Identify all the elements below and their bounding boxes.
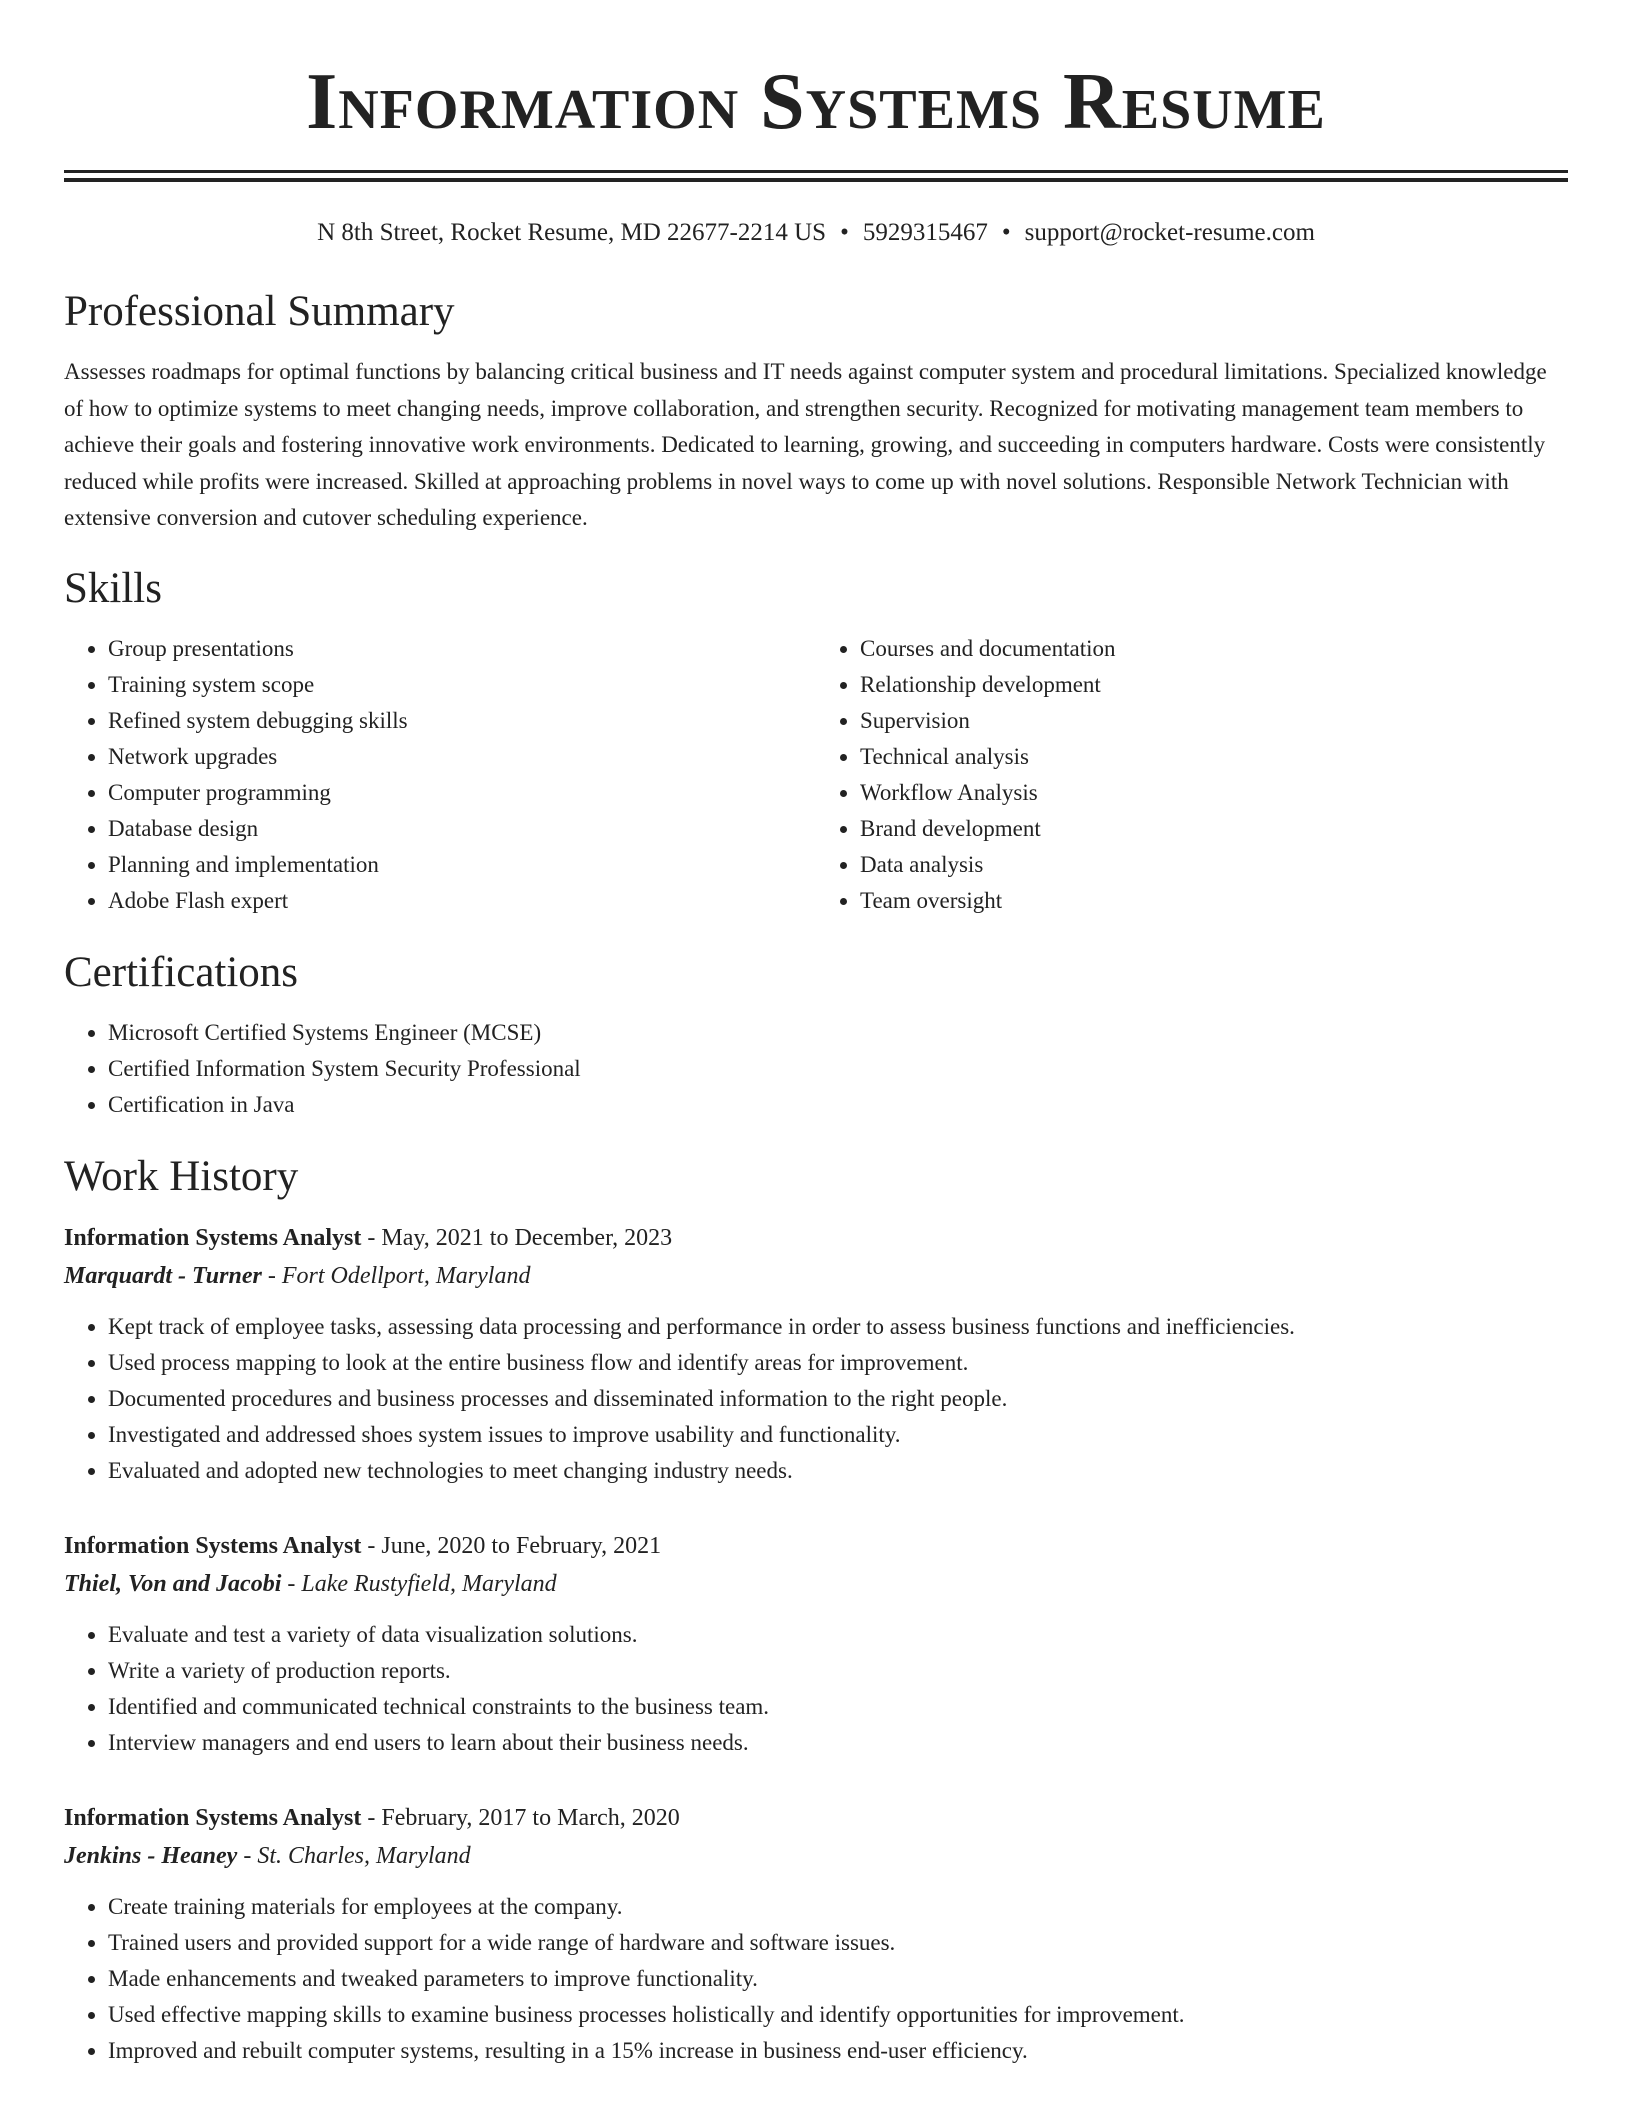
skill-item: • Group presentations <box>108 631 816 667</box>
job-bullets <box>64 1309 1568 1489</box>
job-entry <box>64 1527 1568 1761</box>
job-company-line <box>64 1837 1568 1875</box>
job-bullet: • Identified and communicated technical constraints to the business team. <box>108 1689 1568 1725</box>
job-title-line <box>64 1219 1568 1257</box>
job-bullet: • Used effective mapping skills to examine business processes holistically and identify opportunities for improvement. <box>108 1997 1568 2033</box>
job-bullet: • Made enhancements and tweaked parameters to improve functionality. <box>108 1961 1568 1997</box>
job-location: - Lake Rustyfield, Maryland <box>281 1570 557 1597</box>
job-title-line <box>64 1527 1568 1565</box>
job-location: - St. Charles, Maryland <box>237 1842 471 1869</box>
job-bullet: • Investigated and addressed shoes system issues to improve usability and functionality. <box>108 1417 1568 1453</box>
job-bullet: • Create training materials for employees at the company. <box>108 1889 1568 1925</box>
certification-item: • Microsoft Certified Systems Engineer (MCSE) <box>108 1015 1568 1051</box>
job-bullet: • Trained users and provided support for a wide range of hardware and software issues. <box>108 1925 1568 1961</box>
job-title: Information Systems Analyst <box>64 1804 362 1831</box>
skill-item: • Adobe Flash expert <box>108 883 816 919</box>
job-bullet: • Kept track of employee tasks, assessing data processing and performance in order to assess business functions and inefficiencies. <box>108 1309 1568 1345</box>
skill-item: • Database design <box>108 811 816 847</box>
job-bullets <box>64 1889 1568 2069</box>
job-title-line <box>64 1799 1568 1837</box>
job-bullet: • Evaluate and test a variety of data visualization solutions. <box>108 1617 1568 1653</box>
contact-separator: • <box>1001 219 1011 246</box>
skill-item: • Technical analysis <box>860 739 1568 775</box>
contact-email: support@rocket-resume.com <box>1024 219 1315 246</box>
job-entry <box>64 1219 1568 1489</box>
skill-item: • Brand development <box>860 811 1568 847</box>
job-entry <box>64 1799 1568 2069</box>
skill-item: • Courses and documentation <box>860 631 1568 667</box>
job-company-line <box>64 1257 1568 1295</box>
job-bullet: • Interview managers and end users to learn about their business needs. <box>108 1725 1568 1761</box>
job-bullet: • Evaluated and adopted new technologies to meet changing industry needs. <box>108 1453 1568 1489</box>
job-bullets <box>64 1617 1568 1761</box>
skill-item: • Refined system debugging skills <box>108 703 816 739</box>
job-company: Jenkins - Heaney <box>64 1842 238 1869</box>
contact-phone: 5929315467 <box>862 219 988 246</box>
job-bullet: • Improved and rebuilt computer systems, resulting in a 15% increase in business end-user efficiency. <box>108 2033 1568 2069</box>
summary-heading: Professional Summary <box>64 288 455 335</box>
job-dates: - February, 2017 to March, 2020 <box>361 1804 680 1831</box>
skill-item: • Supervision <box>860 703 1568 739</box>
certifications-list <box>64 1015 1568 1123</box>
skill-item: • Data analysis <box>860 847 1568 883</box>
job-location: - Fort Odellport, Maryland <box>261 1262 531 1289</box>
skill-item: • Training system scope <box>108 667 816 703</box>
job-bullet: • Write a variety of production reports. <box>108 1653 1568 1689</box>
contact-line <box>64 218 1568 248</box>
job-company: Thiel, Von and Jacobi <box>64 1570 282 1597</box>
job-dates: - May, 2021 to December, 2023 <box>361 1224 673 1251</box>
job-company: Marquardt - Turner <box>64 1262 262 1289</box>
certification-item: • Certification in Java <box>108 1087 1568 1123</box>
certification-item: • Certified Information System Security Professional <box>108 1051 1568 1087</box>
contact-address: N 8th Street, Rocket Resume, MD 22677-2214 US <box>317 219 827 246</box>
job-company-line <box>64 1565 1568 1603</box>
certifications-heading: Certifications <box>64 948 299 996</box>
skill-item: • Planning and implementation <box>108 847 816 883</box>
summary-text: Assesses roadmaps for optimal functions by balancing critical business and IT needs against computer system and procedural limitations. Specialized knowledge of how to optimize systems to meet changing needs, improve collaboration, and strengthen security. Recognized for motivating management team members to achieve their goals and fostering innovative work environments. Dedicated to learning, growing, and succeeding in computers hardware. Costs were consistently reduced while profits were increased. Skilled at approaching problems in novel ways to come up with novel solutions. Responsible Network Technician with extensive conversion and cutover scheduling experience. <box>64 359 1547 530</box>
title-divider <box>64 170 1568 182</box>
job-dates: - June, 2020 to February, 2021 <box>361 1532 662 1559</box>
skills-heading: Skills <box>64 564 162 612</box>
contact-separator: • <box>840 219 849 246</box>
resume-title: Information Systems Resume <box>306 58 1326 146</box>
job-title: Information Systems Analyst <box>64 1532 362 1559</box>
job-title: Information Systems Analyst <box>64 1224 362 1251</box>
skill-item: • Network upgrades <box>108 739 816 775</box>
skills-columns <box>64 631 1568 919</box>
skill-item: • Relationship development <box>860 667 1568 703</box>
job-bullet: • Used process mapping to look at the entire business flow and identify areas for improvement. <box>108 1345 1568 1381</box>
skill-item: • Workflow Analysis <box>860 775 1568 811</box>
work-history-heading: Work History <box>64 1152 299 1200</box>
skills-list-left <box>64 631 816 919</box>
skills-list-right <box>816 631 1568 919</box>
skill-item: • Team oversight <box>860 883 1568 919</box>
job-bullet: • Documented procedures and business processes and disseminated information to the right people. <box>108 1381 1568 1417</box>
skill-item: • Computer programming <box>108 775 816 811</box>
